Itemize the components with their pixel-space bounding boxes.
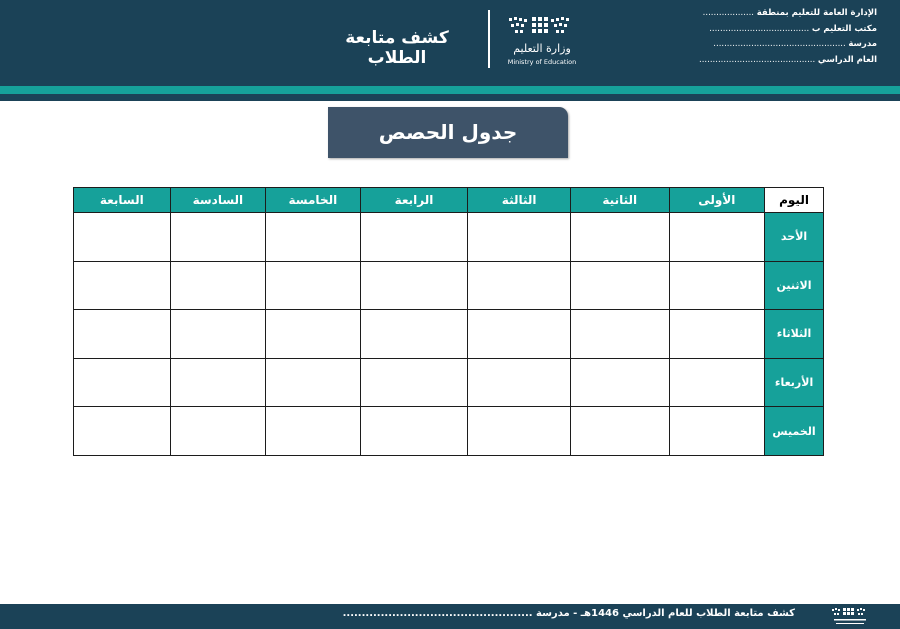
schedule-cell[interactable] (468, 310, 571, 359)
header-title: كشف متابعة الطلاب (345, 28, 449, 68)
schedule-cell[interactable] (74, 213, 171, 262)
moe-logo-icon (503, 16, 581, 42)
schedule-cell[interactable] (468, 407, 571, 456)
day-label: الاثنين (765, 261, 824, 310)
schedule-cell[interactable] (74, 407, 171, 456)
header-divider (488, 10, 490, 68)
info-line-school: مدرسة ................................................. (713, 39, 877, 49)
schedule-cell[interactable] (74, 358, 171, 407)
schedule-cell[interactable] (669, 213, 765, 262)
schedule-cell[interactable] (360, 407, 468, 456)
info-line-year: العام الدراسي ........................................... (699, 54, 877, 65)
schedule-cell[interactable] (360, 261, 468, 310)
period-header: السابعة (74, 188, 171, 213)
schedule-cell[interactable] (669, 358, 765, 407)
day-column-header: اليوم (765, 188, 824, 213)
schedule-cell[interactable] (468, 213, 571, 262)
table-row (74, 407, 824, 456)
logo-arabic-text: وزارة التعليم (513, 42, 571, 55)
schedule-cell[interactable] (170, 261, 266, 310)
info-line-region: الإدارة العامة للتعليم بمنطقة ................... (702, 8, 877, 18)
schedule-cell[interactable] (74, 310, 171, 359)
header-bar (0, 0, 900, 86)
schedule-cell[interactable] (266, 261, 361, 310)
schedule-cell[interactable] (669, 310, 765, 359)
schedule-cell[interactable] (468, 261, 571, 310)
schedule-cell[interactable] (669, 407, 765, 456)
schedule-cell[interactable] (170, 213, 266, 262)
schedule-cell[interactable] (468, 358, 571, 407)
page-title: جدول الحصص (378, 120, 518, 144)
schedule-cell[interactable] (360, 310, 468, 359)
table-row (74, 213, 824, 262)
footer-bar (0, 604, 900, 629)
page-title-box (328, 107, 568, 158)
schedule-cell[interactable] (266, 310, 361, 359)
footer-text: كشف متابعة الطلاب للعام الدراسي 1446هـ - مدرسة .................................................. (342, 608, 795, 619)
header-row (74, 188, 824, 213)
schedule-cell[interactable] (570, 213, 669, 262)
schedule-cell[interactable] (570, 310, 669, 359)
schedule-cell[interactable] (570, 407, 669, 456)
schedule-cell[interactable] (74, 261, 171, 310)
schedule-cell[interactable] (170, 358, 266, 407)
schedule-cell[interactable] (570, 261, 669, 310)
period-header: الخامسة (266, 188, 361, 213)
period-header: الرابعة (360, 188, 468, 213)
schedule-cell[interactable] (266, 407, 361, 456)
schedule-cell[interactable] (170, 407, 266, 456)
period-header: الثانية (570, 188, 669, 213)
schedule-cell[interactable] (570, 358, 669, 407)
ministry-logo (503, 16, 581, 70)
day-label: الأربعاء (765, 358, 824, 407)
table-row (74, 261, 824, 310)
table-row (74, 310, 824, 359)
schedule-cell[interactable] (669, 261, 765, 310)
period-header: السادسة (170, 188, 266, 213)
header-teal-stripe (0, 86, 900, 94)
schedule-table (73, 187, 824, 456)
period-header: الثالثة (468, 188, 571, 213)
period-header: الأولى (669, 188, 765, 213)
logo-english-text: Ministry of Education (507, 58, 577, 66)
schedule-cell[interactable] (170, 310, 266, 359)
schedule-cell[interactable] (266, 213, 361, 262)
schedule-cell[interactable] (266, 358, 361, 407)
school-info (677, 6, 877, 68)
info-line-office: مكتب التعليم ب ..................................... (709, 23, 877, 34)
day-label: الخميس (765, 407, 824, 456)
schedule-cell[interactable] (360, 358, 468, 407)
day-label: الأحد (765, 213, 824, 262)
day-label: الثلاثاء (765, 310, 824, 359)
moe-logo-icon (828, 607, 872, 627)
header-navy-line (0, 94, 900, 101)
table-row (74, 358, 824, 407)
schedule-cell[interactable] (360, 213, 468, 262)
